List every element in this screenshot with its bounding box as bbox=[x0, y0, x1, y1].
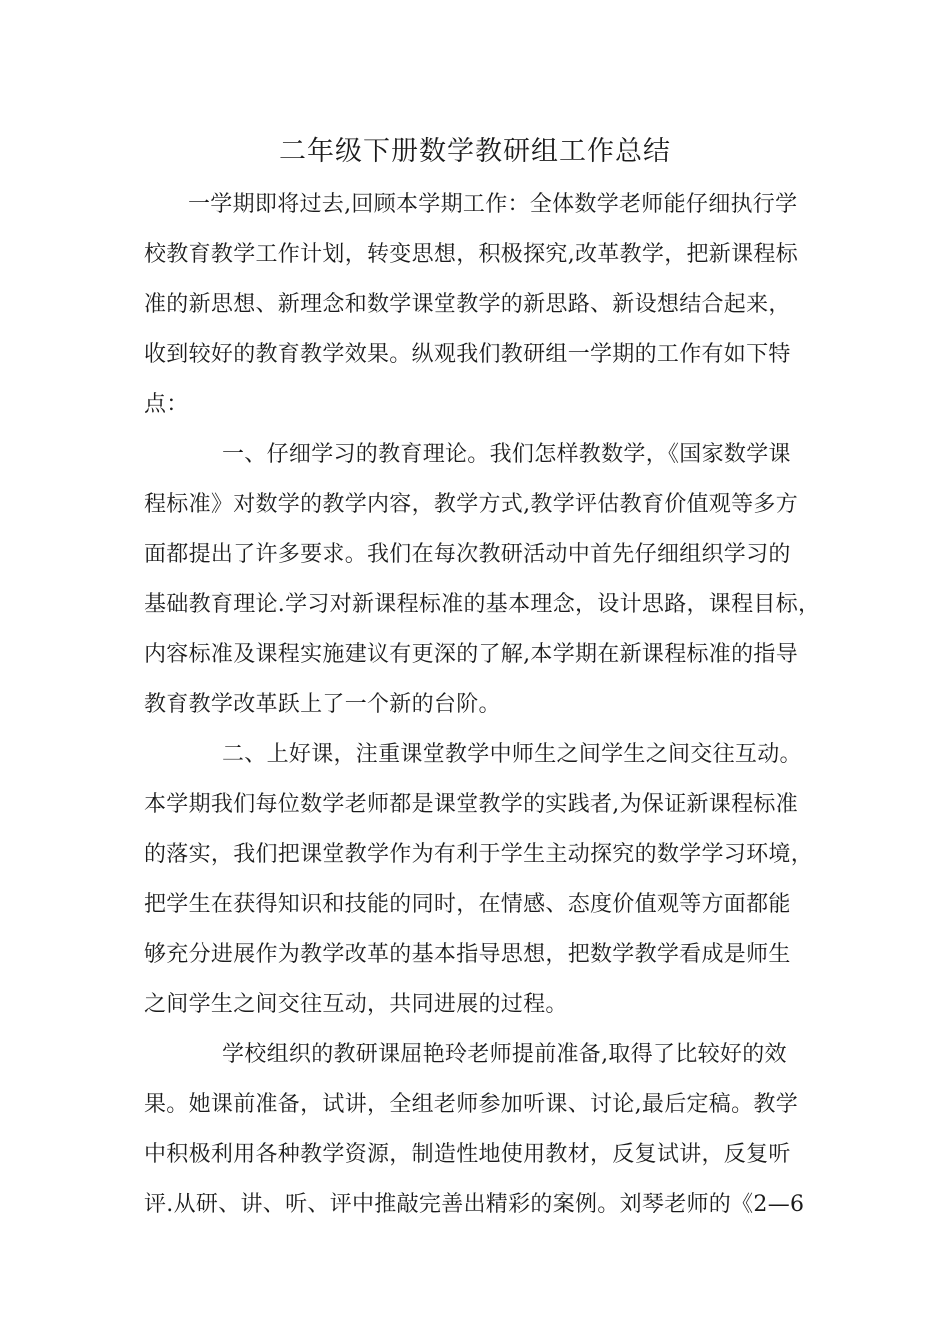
paragraph-3-line-2: 本学期我们每位数学老师都是课堂教学的实践者,为保证新课程标准 bbox=[144, 792, 798, 817]
paragraph-2-line-1: 一、仔细学习的教育理论。我们怎样教数学，《国家数学课 bbox=[222, 442, 791, 467]
paragraph-1-line-3: 准的新思想、新理念和数学课堂教学的新思路、新设想结合起来， bbox=[144, 292, 791, 317]
paragraph-3-line-4: 把学生在获得知识和技能的同时，在情感、态度价值观等方面都能 bbox=[144, 892, 791, 917]
paragraph-1-line-2: 校教育教学工作计划，转变思想，积极探究,改革教学，把新课程标 bbox=[144, 242, 798, 267]
paragraph-2-line-4: 基础教育理论.学习对新课程标准的基本理念，设计思路，课程目标， bbox=[144, 592, 821, 617]
paragraph-4-line-4: 评.从研、讲、听、评中推敲完善出精彩的案例。刘琴老师的《2—6 bbox=[144, 1192, 805, 1217]
paragraph-4-line-1: 学校组织的教研课屈艳玲老师提前准备,取得了比较好的效 bbox=[222, 1042, 787, 1067]
paragraph-1-line-1: 一学期即将过去,回顾本学期工作：全体数学老师能仔细执行学 bbox=[188, 192, 798, 217]
paragraph-1-line-5: 点： bbox=[144, 392, 189, 417]
paragraph-4-line-2: 果。她课前准备，试讲，全组老师参加听课、讨论,最后定稿。教学 bbox=[144, 1092, 798, 1117]
paragraph-3-line-5: 够充分进展作为教学改革的基本指导思想，把数学教学看成是师生 bbox=[144, 942, 791, 967]
paragraph-3-line-1: 二、上好课，注重课堂教学中师生之间学生之间交往互动。 bbox=[222, 742, 802, 767]
paragraph-2-line-3: 面都提出了许多要求。我们在每次教研活动中首先仔细组织学习的 bbox=[144, 542, 791, 567]
paragraph-2-line-6: 教育教学改革跃上了一个新的台阶。 bbox=[144, 692, 501, 717]
paragraph-3-line-3: 的落实，我们把课堂教学作为有利于学生主动探究的数学学习环境， bbox=[144, 842, 814, 867]
paragraph-4-line-3: 中积极利用各种教学资源，制造性地使用教材，反复试讲，反复听 bbox=[144, 1142, 791, 1167]
paragraph-3-line-6: 之间学生之间交往互动，共同进展的过程。 bbox=[144, 992, 568, 1017]
paragraph-2-line-5: 内容标准及课程实施建议有更深的了解,本学期在新课程标准的指导 bbox=[144, 642, 798, 667]
paragraph-1-line-4: 收到较好的教育教学效果。纵观我们教研组一学期的工作有如下特 bbox=[144, 342, 791, 367]
paragraph-2-line-2: 程标准》对数学的教学内容，教学方式,教学评估教育价值观等多方 bbox=[144, 492, 798, 517]
document-title: 二年级下册数学教研组工作总结 bbox=[279, 136, 671, 167]
